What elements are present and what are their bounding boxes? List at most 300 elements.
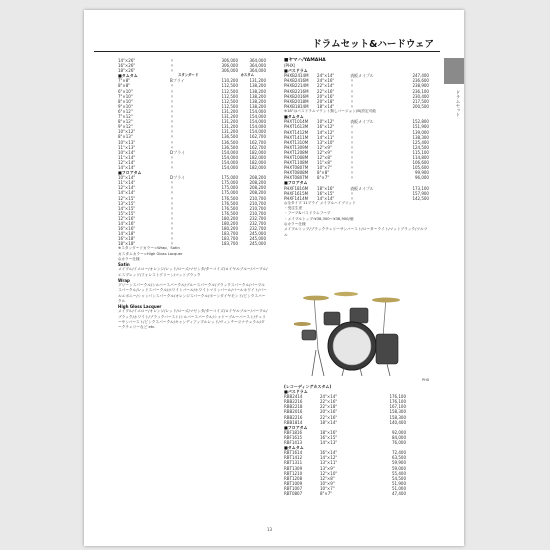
table-cell: 〃 — [350, 124, 355, 130]
section-tab-label: ドラムセット — [455, 90, 460, 117]
table-cell: 232,700 — [249, 215, 266, 221]
table-cell: 92,000 — [392, 429, 406, 435]
table-cell: 162,700 — [249, 139, 266, 145]
table-cell: 8"×7" — [317, 175, 330, 181]
table-cell: 54,500 — [392, 475, 406, 481]
table-cell: 12"×8" — [317, 154, 332, 160]
table-cell: 138,200 — [249, 98, 266, 104]
table-cell: PHXF1816M — [284, 185, 309, 191]
table-cell: 〃 — [350, 83, 355, 89]
table-cell: 8"×8" — [118, 83, 131, 89]
table-cell: 〃 — [350, 160, 355, 166]
drum-kit-photo — [294, 290, 408, 378]
table-cell: 10"×12" — [118, 129, 136, 135]
wrap-label: Wrap — [118, 278, 130, 284]
table-cell: 〃 — [350, 88, 355, 94]
table-cell: 162,700 — [249, 144, 266, 150]
table-cell: 9"×10" — [118, 103, 133, 109]
table-cell: 10"×14" — [118, 175, 136, 181]
table-cell: 〃 — [170, 124, 174, 130]
table-cell: 20"×18" — [317, 98, 335, 104]
table-cell: 364,000 — [249, 58, 266, 63]
table-cell: 〃 — [170, 210, 174, 216]
table-cell: 154,000 — [221, 149, 238, 155]
table-cell: 16"×12" — [317, 124, 335, 130]
table-cell: 〃 — [170, 190, 174, 196]
table-cell: 14"×18" — [118, 231, 136, 237]
table-cell: 182,000 — [249, 159, 266, 165]
table-cell: 18"×14" — [317, 103, 335, 109]
table-cell: 〃 — [350, 165, 355, 171]
table-cell: 〃 — [170, 93, 174, 99]
table-cell: 99,900 — [414, 170, 429, 176]
table-cell: 〃 — [170, 231, 174, 237]
table-cell: 176,500 — [221, 195, 238, 201]
table-cell: 〃 — [170, 98, 174, 104]
table-cell: PHXB2416M — [284, 78, 309, 84]
table-cell: 112,500 — [221, 98, 238, 104]
brand-heading: ■ヤマハ/YAMAHA — [284, 58, 326, 63]
tom-sub-standard: スタンダード — [178, 73, 199, 78]
table-cell: 151,900 — [412, 124, 429, 130]
table-cell: Dプライ — [170, 149, 185, 155]
table-cell: PHXT1008M — [284, 154, 309, 160]
table-cell: 22"×16" — [317, 88, 335, 94]
table-cell: 167,100 — [389, 404, 406, 410]
table-cell: 106,600 — [412, 160, 429, 166]
table-cell: 〃 — [170, 83, 174, 89]
table-cell: PHXT1309M — [284, 144, 309, 150]
table-cell: 142,500 — [412, 195, 429, 201]
table-cell: 20"×16" — [317, 93, 335, 99]
table-cell: 8"×7" — [320, 490, 333, 496]
table-cell: 〃 — [350, 93, 355, 99]
table-cell: 〃 — [350, 103, 355, 109]
table-cell: 〃 — [350, 139, 355, 145]
satin-text: メイプル/イエロー/オレンジ/レッド/ローズ/マゼンタ/ターコイズ/ロイヤルブルー/パープル/エスプレッソ/フォレストグリーン/マットブラック — [118, 267, 268, 277]
table-cell: 〃 — [170, 221, 174, 226]
page-title: ドラムセット&ハードウェア — [312, 39, 434, 50]
table-cell: 22"×16" — [320, 414, 338, 420]
table-cell: 238,900 — [412, 83, 429, 89]
table-cell: 72,400 — [392, 450, 406, 456]
satin-label: Satin — [118, 262, 130, 268]
table-cell: 8"×10" — [118, 98, 133, 104]
table-cell: 16"×14" — [320, 450, 338, 456]
recording-tom-heading: ■タムタム — [284, 445, 304, 451]
table-cell: 13"×15" — [118, 200, 136, 206]
table-cell: 18"×16" — [317, 185, 335, 191]
table-cell: 12"×16" — [118, 215, 136, 221]
table-cell: RBB2414 — [284, 394, 303, 400]
table-cell: 158,300 — [389, 409, 406, 415]
table-cell: 〃 — [350, 98, 355, 104]
table-cell: 24"×14" — [320, 394, 338, 400]
table-cell: 8"×12" — [118, 119, 133, 125]
table-cell: 208,200 — [249, 180, 266, 186]
table-cell: PHXB2414M — [284, 73, 309, 79]
table-cell: 15"×15" — [118, 210, 136, 216]
table-cell: 16"×18" — [118, 236, 136, 242]
photo-caption: PHX — [422, 378, 430, 382]
recording-heading: (レコーディングカスタム) — [284, 384, 332, 389]
table-cell: 12"×9" — [317, 144, 332, 150]
table-cell: 16"×26" — [118, 63, 136, 69]
table-cell: 10"×13" — [118, 139, 136, 145]
table-cell: 〃 — [170, 185, 174, 191]
table-cell: 14"×12" — [317, 129, 335, 135]
table-cell: 139,000 — [412, 129, 429, 135]
table-cell: 115,100 — [412, 149, 429, 155]
table-cell: RBT0807 — [284, 490, 303, 496]
table-cell: 〃 — [350, 170, 355, 176]
brand-sub: (PHX) — [284, 63, 296, 69]
table-cell: RBT1412 — [284, 455, 303, 461]
recording-floor-rows — [284, 430, 429, 445]
table-cell: 138,200 — [249, 88, 266, 94]
table-cell: 6"×12" — [118, 108, 133, 114]
table-cell: RBB2216 — [284, 399, 303, 405]
table-cell: 138,200 — [249, 93, 266, 99]
table-cell: 10"×7" — [320, 485, 335, 491]
table-cell: 〃 — [170, 114, 174, 120]
table-cell: RBB2218 — [284, 404, 303, 410]
table-cell: 〃 — [170, 200, 174, 206]
table-cell: 236,600 — [412, 78, 429, 84]
table-cell: 〃 — [170, 134, 174, 140]
table-cell: Bプライ — [170, 78, 185, 84]
page-number: 13 — [267, 527, 273, 532]
recording-floor-heading: ■フロアタム — [284, 424, 308, 430]
table-cell: 〃 — [170, 103, 174, 109]
table-cell: 210,700 — [249, 200, 266, 206]
table-cell: 140,400 — [389, 419, 406, 425]
table-cell: 176,100 — [389, 399, 406, 405]
table-cell: PHXF1414M — [284, 195, 309, 201]
table-cell: 63,500 — [392, 455, 406, 461]
table-cell: 11"×13" — [118, 144, 136, 150]
table-cell: 12"×9" — [317, 149, 332, 155]
note-line: ・フープ&バスドラムフープ — [284, 211, 331, 216]
tom-rows — [118, 78, 268, 170]
table-cell: 10"×9" — [320, 480, 335, 486]
table-cell: PHXB2016M — [284, 93, 309, 99]
wrap-text: グリーンスパークル/シルバースパークル/ブルースパークル/ブラックスパークル/パープルスパークル/レッドスパークル/ホワイトパール/ホワイトマリンパール/パールホワイト/パールエボニー/シャンパンスパークル/オレンジスパークル/ボーンダイヤモンド/ピンクスパークル — [118, 283, 267, 304]
table-cell: 154,000 — [249, 114, 266, 120]
table-cell: 154,000 — [249, 108, 266, 114]
table-cell: RBT1009 — [284, 480, 303, 486]
note-line: ◎カラー仕様 — [284, 222, 306, 227]
table-cell: 162,700 — [249, 134, 266, 140]
table-cell: 14"×16" — [118, 221, 136, 226]
table-cell: 〃 — [170, 205, 174, 211]
table-cell: 〃 — [350, 144, 355, 150]
table-cell: 154,000 — [221, 159, 238, 165]
table-cell: RBT1309 — [284, 465, 303, 471]
recording-bass-heading: ■バスドラム — [284, 389, 308, 395]
table-cell: 76,000 — [392, 440, 406, 446]
table-cell: 136,500 — [221, 139, 238, 145]
table-cell: 〃 — [170, 139, 174, 145]
gloss-label: High Gloss Lacquer — [118, 304, 162, 310]
gloss-text: メイプル/イエロー/オレンジ/レッド/ローズ/マゼンタ/ターコイズ/ロイヤルブルー/パープル/ブラック/ホワイト/ブラックバースト/シルバースパークル/シャドーブルーバースト/チェリーサンバースト/ピンクスパークル/キャンディアップルレッド/ヴィンテージナチュラル/ダークチェリーなど etc. — [118, 309, 268, 330]
table-cell: 14"×26" — [118, 58, 136, 63]
table-cell: 〃 — [170, 119, 174, 125]
table-cell: PHXT1108M — [284, 160, 309, 166]
table-cell: RBT1007 — [284, 485, 303, 491]
table-cell: 14"×14" — [317, 195, 335, 201]
catalog-page — [84, 10, 464, 546]
table-cell: 175,000 — [221, 180, 238, 186]
table-cell: 7"×8" — [118, 78, 131, 84]
table-cell: 7"×12" — [118, 114, 133, 120]
table-cell: 124,500 — [412, 144, 429, 150]
table-cell: 152,800 — [412, 119, 429, 125]
table-cell: 14"×15" — [118, 205, 136, 211]
table-cell: 208,200 — [249, 175, 266, 181]
table-cell: 11"×14" — [118, 180, 136, 186]
note-line: ・受注生産 — [284, 206, 303, 211]
table-cell: 〃 — [170, 58, 174, 63]
table-cell: 22"×14" — [317, 83, 335, 89]
phx-floor-rows — [284, 186, 429, 201]
table-cell: 〃 — [350, 190, 355, 196]
table-cell: 51,000 — [392, 485, 406, 491]
table-cell: 210,700 — [249, 195, 266, 201]
table-cell: 12"×8" — [320, 475, 335, 481]
table-cell: 176,500 — [221, 210, 238, 216]
table-cell: 176,500 — [221, 200, 238, 206]
table-cell: PHXF1615M — [284, 190, 309, 196]
table-cell: 〃 — [170, 144, 174, 150]
table-cell: 154,000 — [249, 119, 266, 125]
table-cell: 18"×18" — [118, 241, 136, 247]
table-cell: 〃 — [170, 215, 174, 221]
table-cell: RBT1208 — [284, 475, 303, 481]
table-cell: 〃 — [170, 226, 174, 232]
table-cell: 245,000 — [249, 236, 266, 242]
table-cell: 〃 — [170, 195, 174, 201]
table-cell: 〃 — [350, 175, 355, 181]
table-cell: 112,500 — [221, 83, 238, 89]
table-cell: 18"×16" — [320, 429, 338, 435]
table-cell: 230,400 — [412, 93, 429, 99]
table-cell: 114,800 — [412, 154, 429, 160]
table-cell: 51,900 — [392, 480, 406, 486]
table-cell: 208,200 — [249, 190, 266, 196]
table-cell: 245,000 — [249, 231, 266, 237]
table-cell: PHXB2018M — [284, 98, 309, 104]
table-cell: 〃 — [350, 129, 355, 135]
table-cell: 18"×26" — [118, 68, 136, 74]
table-cell: 〃 — [170, 68, 174, 74]
table-cell: 175,000 — [221, 175, 238, 181]
table-cell: 183,700 — [221, 241, 238, 247]
table-cell: 〃 — [350, 78, 355, 84]
recording-custom-section — [284, 384, 429, 496]
phx-tom-heading: ■タムタム — [284, 114, 304, 120]
bass-note: ※18"はバスドラムマウント無しバージョン(B)設定可能 — [284, 108, 377, 113]
table-cell: 59,000 — [392, 465, 406, 471]
table-cell: 138,300 — [412, 134, 429, 140]
table-cell: 208,200 — [249, 185, 266, 191]
table-cell: 105,600 — [412, 165, 429, 171]
table-cell: 182,000 — [249, 149, 266, 155]
table-cell: 306,000 — [221, 58, 238, 63]
table-cell: 247,400 — [412, 73, 429, 79]
table-cell: 131,200 — [221, 114, 238, 120]
header-rule — [94, 51, 440, 52]
table-cell: 14"×13" — [320, 440, 338, 446]
bass-heading: ■バスドラム — [284, 68, 308, 74]
table-cell: 210,700 — [249, 210, 266, 216]
table-cell: 210,700 — [249, 205, 266, 211]
table-cell: 12"×14" — [118, 185, 136, 191]
section-tab — [444, 58, 464, 84]
table-cell: 125,400 — [412, 139, 429, 145]
table-cell: 13"×9" — [320, 465, 335, 471]
table-cell: 47,400 — [392, 490, 406, 496]
table-cell: 14"×14" — [118, 190, 136, 196]
table-cell: PHXT1412M — [284, 129, 309, 135]
table-cell: 14"×14" — [118, 164, 136, 170]
table-cell: 236,100 — [412, 88, 429, 94]
table-cell: 59,900 — [392, 460, 406, 466]
table-cell: RBT1311 — [284, 460, 303, 466]
table-cell: 182,000 — [249, 154, 266, 160]
table-cell: 10"×14" — [118, 149, 136, 155]
table-cell: 131,200 — [249, 78, 266, 84]
table-cell: 232,700 — [249, 221, 266, 226]
table-cell: 〃 — [170, 88, 174, 94]
table-cell: PHXT1014M — [284, 119, 309, 125]
table-cell: 232,700 — [249, 226, 266, 232]
table-cell: 110,200 — [221, 78, 238, 84]
table-cell: 8"×13" — [118, 134, 133, 140]
table-cell: 11"×8" — [317, 160, 332, 166]
floor-notes — [284, 201, 429, 238]
table-cell: 112,500 — [221, 93, 238, 99]
phx-tom-rows — [284, 119, 429, 180]
table-cell: 96,000 — [414, 175, 429, 181]
floor-rows — [118, 175, 268, 246]
table-cell: 154,000 — [221, 164, 238, 170]
table-cell: RBB2016 — [284, 409, 303, 415]
table-cell: 182,000 — [249, 164, 266, 170]
table-cell: 112,500 — [221, 88, 238, 94]
table-cell: 14"×11" — [317, 134, 335, 140]
table-cell: 20"×16" — [320, 409, 338, 415]
table-cell: PHXT0807M — [284, 165, 309, 171]
table-cell: 84,000 — [392, 434, 406, 440]
table-cell: 154,000 — [249, 129, 266, 135]
table-cell: 173,100 — [412, 185, 429, 191]
table-cell: 16"×15" — [317, 190, 335, 196]
table-cell: 158,300 — [389, 414, 406, 420]
table-cell: 〃 — [170, 159, 174, 165]
note-line: カスタムカラー=High Gloss Lacquer — [118, 251, 183, 256]
bass-rows — [284, 73, 429, 109]
table-cell: 364,000 — [249, 68, 266, 74]
table-cell: PHXT1613M — [284, 124, 309, 130]
table-cell: 〃 — [170, 236, 174, 242]
note-line: メイプルトップ/ブラックチェリーサンバースト/ローターライト/マットブラック/ツルツル — [284, 227, 428, 237]
recording-bass-rows — [284, 394, 429, 425]
table-cell: 131,200 — [221, 124, 238, 130]
table-cell: 〃 — [350, 149, 355, 155]
table-cell: 8"×8" — [317, 170, 330, 176]
table-cell: 表板メイプル — [350, 185, 374, 191]
table-cell: 14"×12" — [320, 455, 338, 461]
notes — [118, 246, 268, 262]
table-cell: 154,000 — [221, 154, 238, 160]
table-cell: 18"×14" — [320, 419, 338, 425]
table-cell: 138,200 — [249, 103, 266, 109]
table-cell: RBT1210 — [284, 470, 303, 476]
table-cell: PHXT1411M — [284, 134, 309, 140]
table-cell: 138,200 — [249, 83, 266, 89]
left-column — [118, 58, 268, 331]
table-cell: 10"×7" — [317, 165, 332, 171]
table-cell: 〃 — [170, 180, 174, 186]
table-cell: RBF1615 — [284, 434, 303, 440]
table-cell: 55,400 — [392, 470, 406, 476]
table-cell: 〃 — [170, 164, 174, 170]
table-cell: 364,000 — [249, 63, 266, 69]
table-cell: 〃 — [350, 154, 355, 160]
table-cell: 136,500 — [221, 144, 238, 150]
drum-kit-image — [294, 292, 400, 376]
tom-heading: ■タムタム — [118, 73, 138, 79]
table-cell: 12"×10" — [320, 470, 338, 476]
table-cell: 217,500 — [412, 98, 429, 104]
table-cell: 176,100 — [389, 394, 406, 400]
note-line: ◎全タイプ 11プライ メイプルハイブリッド — [284, 200, 356, 205]
table-cell: 112,500 — [221, 103, 238, 109]
note-line: ※スタンダードカラー=Wrap、Satin — [118, 246, 180, 251]
table-cell: PHXB1814M — [284, 103, 309, 109]
table-cell: 131,200 — [221, 119, 238, 125]
recording-tom-rows — [284, 450, 429, 496]
table-cell: 175,000 — [221, 190, 238, 196]
table-cell: PHXT0807M — [284, 175, 309, 181]
table-cell: 〃 — [170, 108, 174, 114]
table-cell: 10"×12" — [317, 119, 335, 125]
table-cell: 13"×10" — [317, 139, 335, 145]
phx-floor-heading: ■フロアタム — [284, 180, 308, 186]
table-cell: 〃 — [350, 195, 355, 201]
table-cell: 24"×14" — [317, 73, 335, 79]
table-cell: 11"×14" — [118, 154, 136, 160]
table-cell: 〃 — [170, 129, 174, 135]
table-cell: 180,200 — [221, 226, 238, 232]
table-cell: RBF1816 — [284, 429, 303, 435]
table-cell: 〃 — [170, 154, 174, 160]
table-cell: Dプライ — [170, 175, 185, 181]
table-cell: 175,000 — [221, 185, 238, 191]
table-cell: RBB2216 — [284, 414, 303, 420]
table-cell: RBB1814 — [284, 419, 303, 425]
table-cell: 22"×16" — [320, 399, 338, 405]
table-cell: 12"×14" — [118, 159, 136, 165]
table-cell: 〃 — [170, 241, 174, 247]
table-cell: 表板メイプル — [350, 119, 374, 125]
table-cell: 16"×15" — [320, 434, 338, 440]
table-cell: 表板メイプル — [350, 73, 374, 79]
table-cell: 9"×12" — [118, 124, 133, 130]
table-cell: 12"×15" — [118, 195, 136, 201]
table-cell: PHXT1208M — [284, 149, 309, 155]
